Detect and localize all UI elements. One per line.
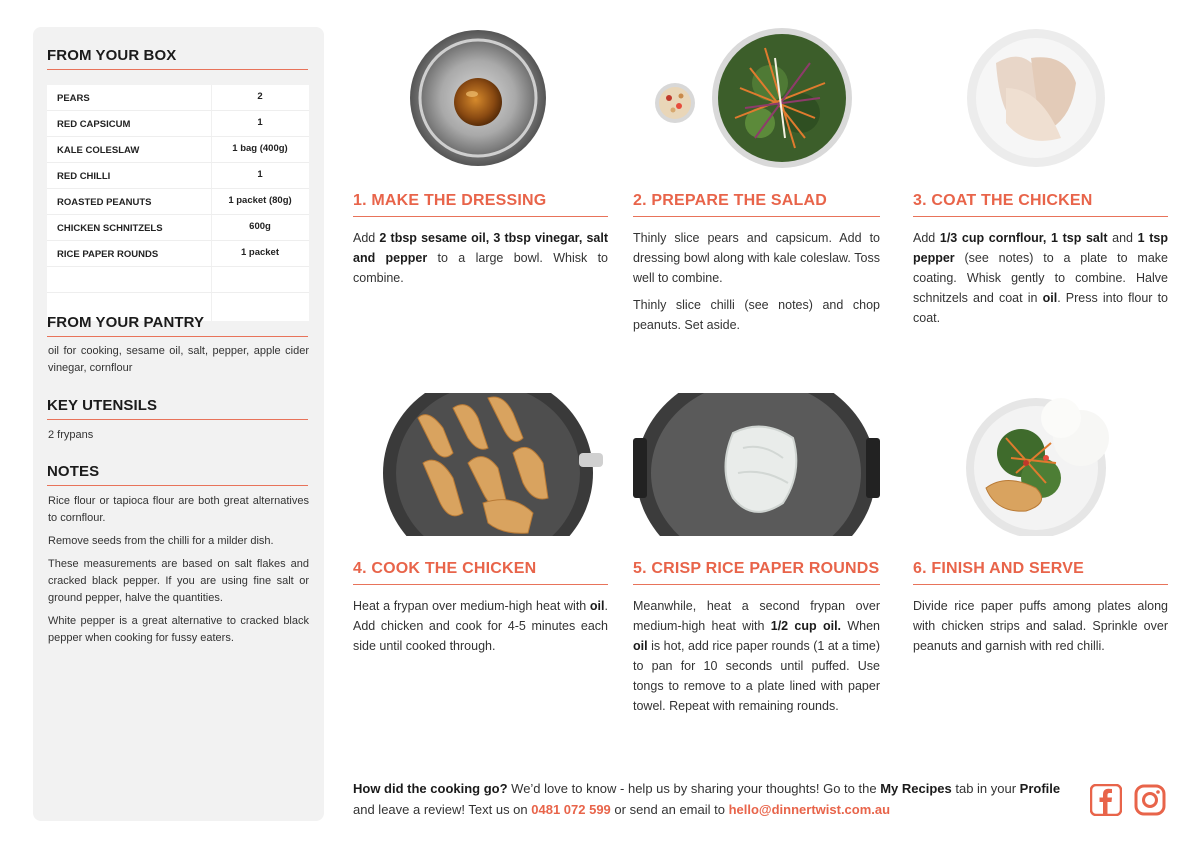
email-link[interactable]: hello@dinnertwist.com.au (728, 802, 891, 817)
note-item: White pepper is a great alternative to cracked black pepper when cooking for fussy eaters. (48, 615, 309, 644)
from-your-pantry-heading: FROM YOUR PANTRY (47, 314, 308, 337)
ingredient-name: RED CAPSICUM (57, 119, 131, 130)
table-row (47, 267, 309, 293)
step-3-title: 3. COAT THE CHICKEN (913, 192, 1168, 217)
ingredients-table (47, 85, 309, 321)
pantry-list: oil for cooking, sesame oil, salt, pepper, apple cider vinegar, cornflour (48, 345, 309, 374)
ingredient-qty: 1 (257, 169, 263, 180)
ingredient-qty: 600g (249, 221, 271, 232)
ingredient-qty: 1 packet (80g) (228, 195, 292, 206)
finished-plate-photo (966, 393, 1111, 536)
phone-number-link[interactable]: 0481 072 599 (531, 802, 611, 817)
table-row (47, 163, 309, 189)
footer-text: We’d love to know - help us by sharing your thoughts! Go to the (507, 781, 881, 796)
footer-text: tab in your (951, 781, 1020, 796)
step-2-title: 2. PREPARE THE SALAD (633, 192, 880, 217)
table-row (47, 215, 309, 241)
step-paragraph: Divide rice paper puffs among plates along with chicken strips and salad. Sprinkle over peanuts and garnish with red chilli. (913, 599, 1168, 653)
table-row (47, 189, 309, 215)
ingredient-name: RICE PAPER ROUNDS (57, 249, 159, 260)
step-paragraph: Thinly slice chilli (see notes) and chop peanuts. Set aside. (633, 298, 880, 332)
note-item: These measurements are based on salt flakes and cracked black pepper. If you are using fine salt or ground pepper, halve the quantities. (48, 558, 309, 604)
frypan-chicken-photo (383, 393, 603, 536)
step-6-body (913, 596, 1168, 663)
key-utensils-heading: KEY UTENSILS (47, 397, 308, 420)
from-your-box-heading: FROM YOUR BOX (47, 47, 308, 70)
my-recipes-link[interactable]: My Recipes (880, 781, 952, 796)
step-3-body (913, 228, 1168, 335)
notes-heading: NOTES (47, 463, 308, 486)
step-5-title: 5. CRISP RICE PAPER ROUNDS (633, 560, 880, 585)
salad-bowl-photo (655, 28, 855, 168)
step-1-body (353, 228, 608, 295)
table-row (47, 85, 309, 111)
table-row (47, 241, 309, 267)
ingredient-name: KALE COLESLAW (57, 145, 140, 156)
utensils-list: 2 frypans (48, 429, 94, 441)
feedback-question: How did the cooking go? (353, 781, 508, 796)
frypan-rice-paper-photo (633, 393, 880, 536)
instagram-icon[interactable] (1134, 784, 1166, 816)
step-paragraph: Thinly slice pears and capsicum. Add to dressing bowl along with kale coleslaw. Toss well to combine. (633, 231, 880, 285)
profile-link[interactable]: Profile (1019, 781, 1061, 796)
step-6-title: 6. FINISH AND SERVE (913, 560, 1168, 585)
step-5-body (633, 596, 880, 723)
step-paragraph: Add 1/3 cup cornflour, 1 tsp salt and 1 tsp pepper (see notes) to a plate to make coating. Whisk gently to combine. Halve schnitzels and coat in oil. Press into flour to coat. (913, 231, 1168, 325)
footer-text: or send an email to (610, 802, 729, 817)
step-2-body (633, 228, 880, 342)
notes-list (48, 493, 309, 653)
dressing-bowl-photo (408, 28, 548, 168)
step-paragraph: Heat a frypan over medium-high heat with oil. Add chicken and cook for 4-5 minutes each side until cooked through. (353, 599, 608, 653)
step-paragraph: Add 2 tbsp sesame oil, 3 tbsp vinegar, salt and pepper to a large bowl. Whisk to combine. (353, 231, 609, 285)
note-item: Rice flour or tapioca flour are both great alternatives to cornflour. (48, 495, 309, 524)
table-row (47, 137, 309, 163)
facebook-icon[interactable] (1090, 784, 1122, 816)
ingredient-qty: 2 (257, 91, 263, 102)
ingredient-qty: 1 (257, 117, 263, 128)
step-1-title: 1. MAKE THE DRESSING (353, 192, 608, 217)
footer-text: and leave a review! Text us on (353, 802, 532, 817)
sidebar (33, 27, 324, 821)
ingredient-name: RED CHILLI (57, 171, 111, 182)
step-paragraph: Meanwhile, heat a second frypan over medium-high heat with 1/2 cup oil. When oil is hot, add rice paper rounds (1 at a time) to pan for 10 seconds until puffed. Use tongs to remove to a plate lined with paper towel. Repeat with remaining rounds. (633, 599, 880, 713)
note-item: Remove seeds from the chilli for a milder dish. (48, 535, 274, 547)
ingredient-qty: 1 bag (400g) (232, 143, 288, 154)
ingredient-name: ROASTED PEANUTS (57, 197, 152, 208)
ingredient-qty: 1 packet (240, 247, 280, 258)
step-4-title: 4. COOK THE CHICKEN (353, 560, 608, 585)
step-4-body (353, 596, 608, 663)
coated-chicken-photo (966, 28, 1106, 168)
feedback-footer (353, 778, 1073, 820)
table-row (47, 111, 309, 137)
ingredient-name: PEARS (57, 93, 90, 104)
ingredient-name: CHICKEN SCHNITZELS (57, 223, 163, 234)
